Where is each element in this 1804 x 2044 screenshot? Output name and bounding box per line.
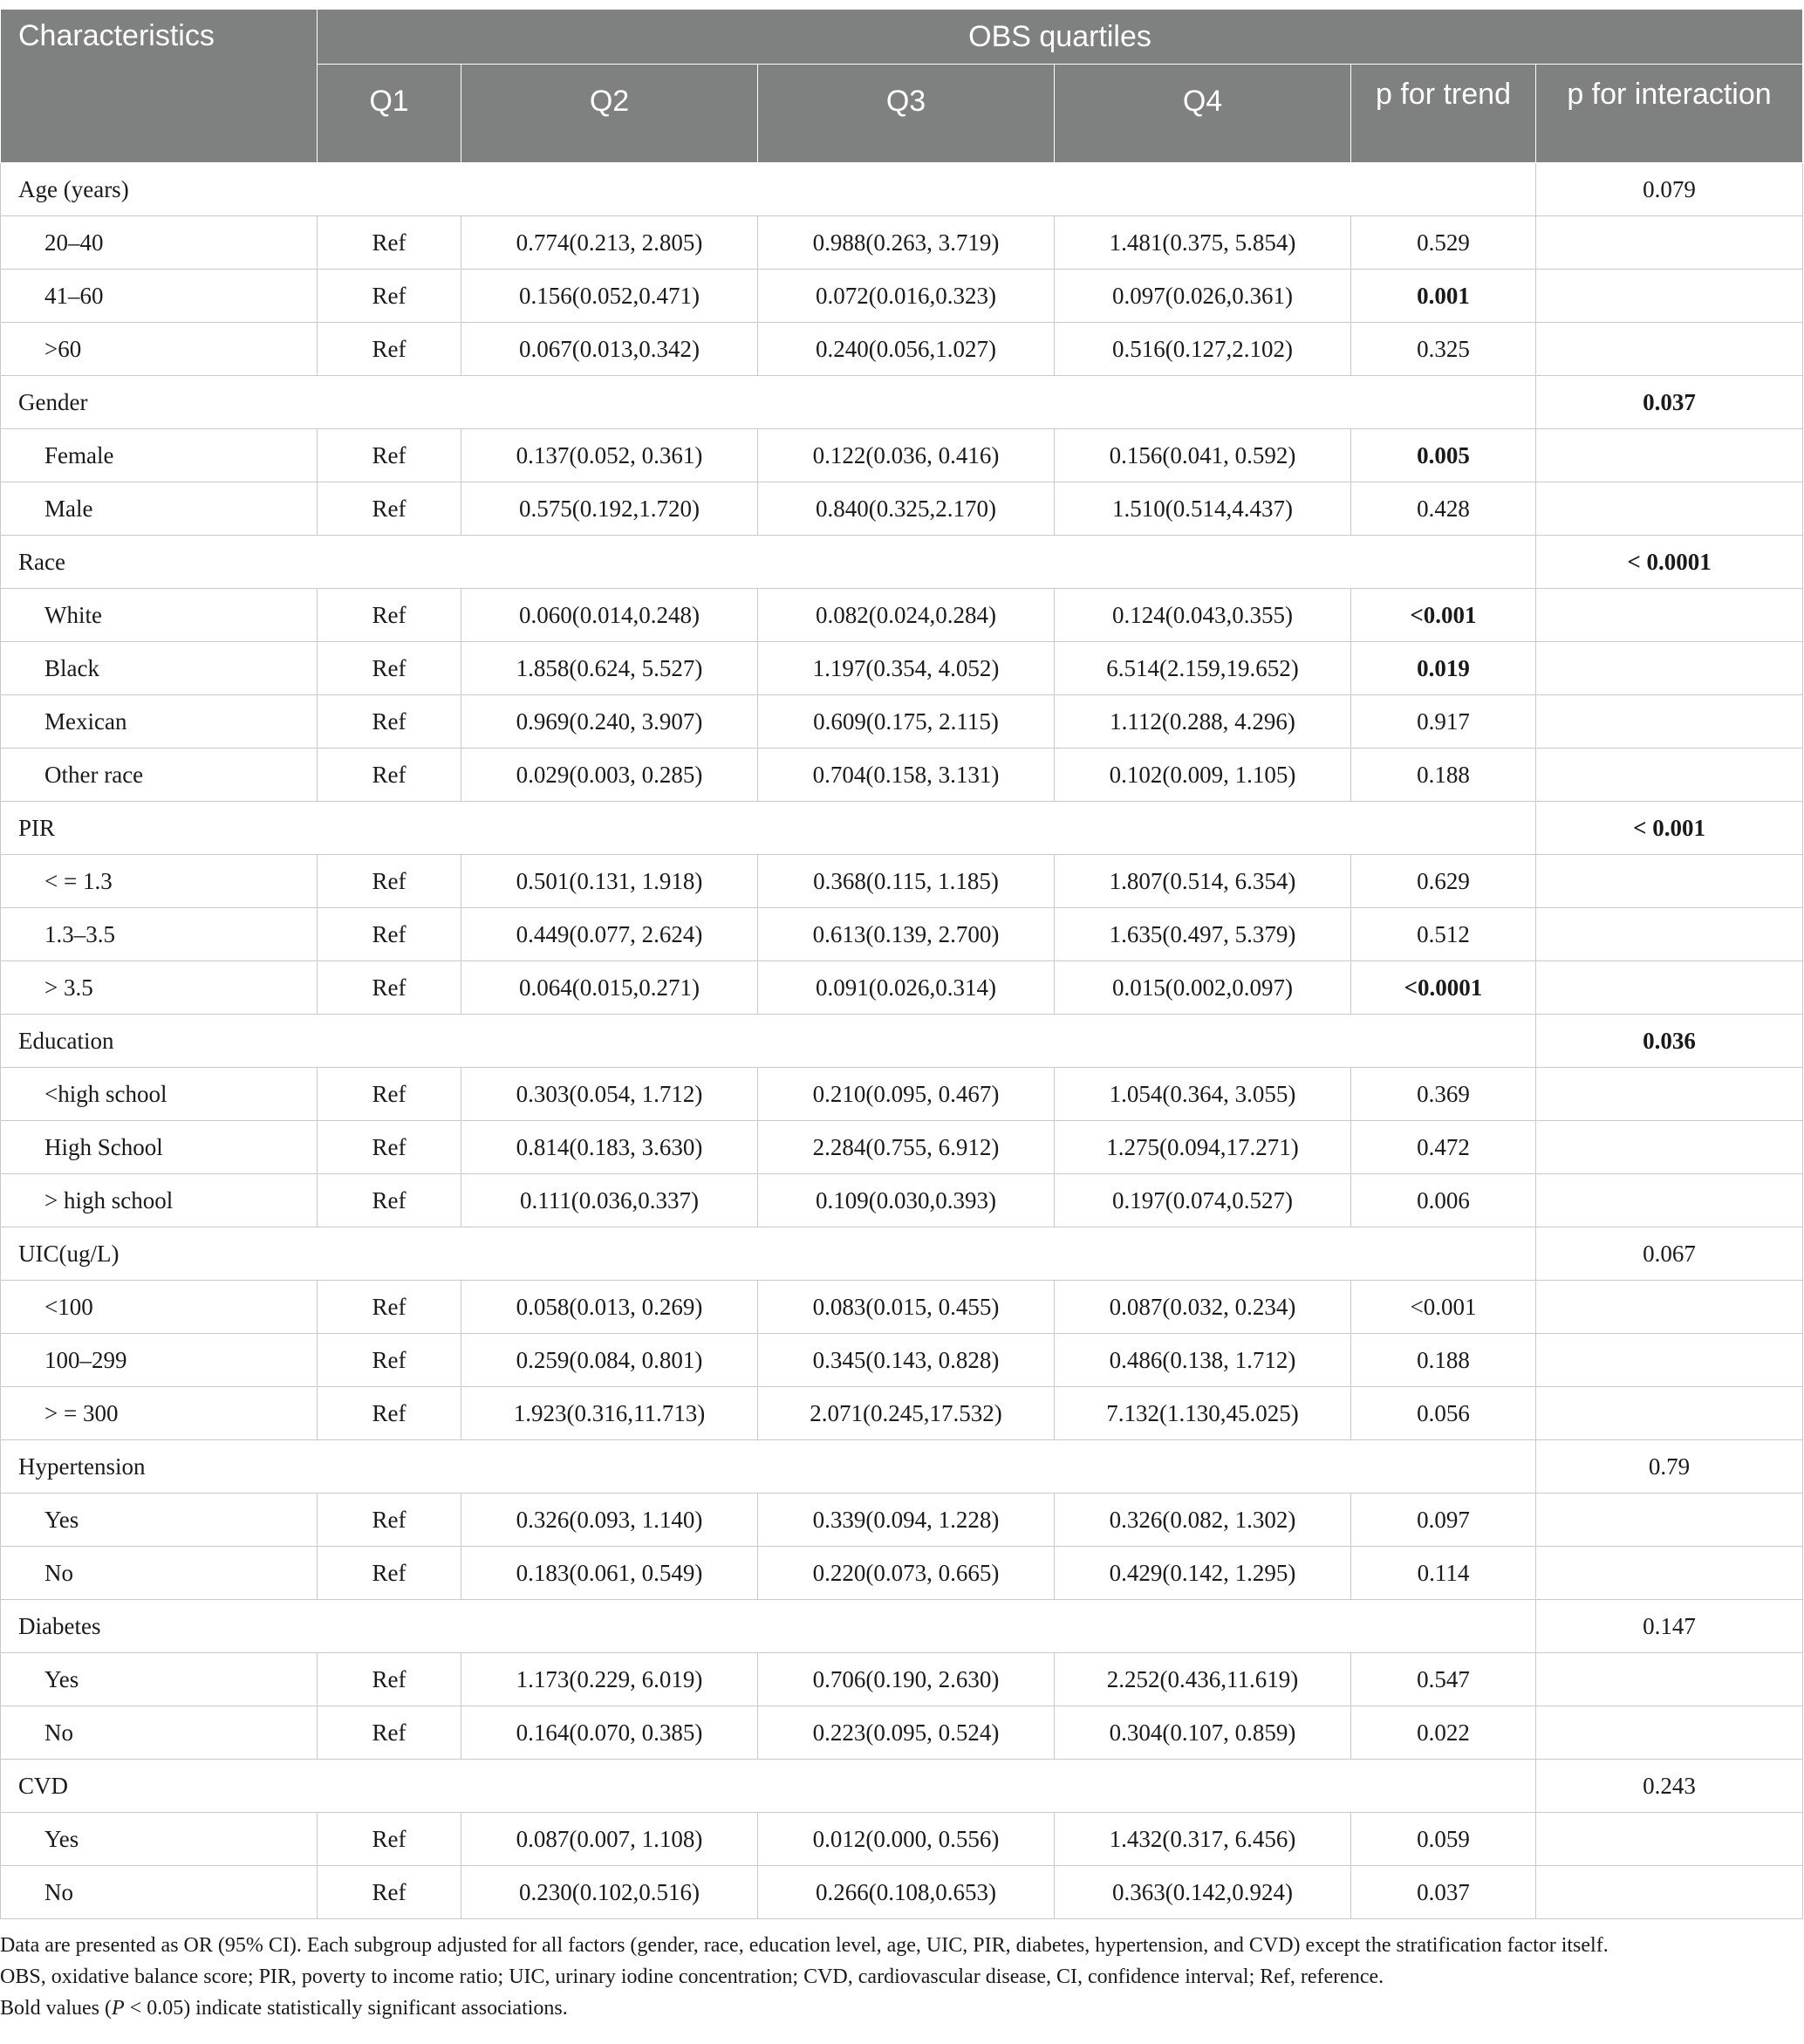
- q4-value: 0.097(0.026,0.361): [1055, 270, 1351, 323]
- table-header: [1, 10, 1803, 163]
- subgroup-label: >60: [1, 323, 318, 376]
- q3-value: 0.613(0.139, 2.700): [758, 908, 1055, 961]
- q3-value: 0.706(0.190, 2.630): [758, 1653, 1055, 1706]
- table-row: [1, 908, 1803, 961]
- p-interaction-value: 0.067: [1536, 1227, 1803, 1281]
- p-interaction-empty: [1536, 695, 1803, 749]
- q3-value: 0.082(0.024,0.284): [758, 589, 1055, 642]
- q3-value: 1.197(0.354, 4.052): [758, 642, 1055, 695]
- q2-value: 1.173(0.229, 6.019): [461, 1653, 758, 1706]
- group-row: [1, 1015, 1803, 1068]
- q1-value: Ref: [318, 908, 461, 961]
- q4-value: 1.054(0.364, 3.055): [1055, 1068, 1351, 1121]
- p-trend-value: 0.428: [1351, 482, 1536, 536]
- subgroup-label: 20–40: [1, 216, 318, 270]
- p-trend-value: 0.472: [1351, 1121, 1536, 1174]
- q1-value: Ref: [318, 1068, 461, 1121]
- p-trend-value: <0.001: [1351, 589, 1536, 642]
- table-container: [0, 9, 1804, 2024]
- p-trend-value: 0.188: [1351, 1334, 1536, 1387]
- q4-value: 1.275(0.094,17.271): [1055, 1121, 1351, 1174]
- p-interaction-empty: [1536, 323, 1803, 376]
- q1-value: Ref: [318, 1706, 461, 1760]
- header-q2: Q2: [461, 65, 758, 163]
- group-row: [1, 376, 1803, 429]
- q3-value: 0.223(0.095, 0.524): [758, 1706, 1055, 1760]
- header-p-trend: p for trend: [1351, 65, 1536, 163]
- q2-value: 0.060(0.014,0.248): [461, 589, 758, 642]
- subgroup-label: No: [1, 1866, 318, 1919]
- q3-value: 0.072(0.016,0.323): [758, 270, 1055, 323]
- table-row: [1, 1813, 1803, 1866]
- q1-value: Ref: [318, 1494, 461, 1547]
- subgroup-label: > 3.5: [1, 961, 318, 1015]
- p-trend-value: <0.0001: [1351, 961, 1536, 1015]
- p-interaction-empty: [1536, 1866, 1803, 1919]
- table-row: [1, 429, 1803, 482]
- p-trend-value: 0.019: [1351, 642, 1536, 695]
- subgroup-label: 41–60: [1, 270, 318, 323]
- p-interaction-value: 0.037: [1536, 376, 1803, 429]
- group-label: Diabetes: [1, 1600, 1536, 1653]
- group-label: Gender: [1, 376, 1536, 429]
- q4-value: 0.363(0.142,0.924): [1055, 1866, 1351, 1919]
- table-body: [1, 163, 1803, 1919]
- table-row: [1, 695, 1803, 749]
- q1-value: Ref: [318, 1281, 461, 1334]
- q2-value: 0.156(0.052,0.471): [461, 270, 758, 323]
- subgroup-label: Black: [1, 642, 318, 695]
- q1-value: Ref: [318, 482, 461, 536]
- q1-value: Ref: [318, 1121, 461, 1174]
- q3-value: 0.840(0.325,2.170): [758, 482, 1055, 536]
- q3-value: 2.284(0.755, 6.912): [758, 1121, 1055, 1174]
- subgroup-label: High School: [1, 1121, 318, 1174]
- p-interaction-empty: [1536, 482, 1803, 536]
- q2-value: 0.501(0.131, 1.918): [461, 855, 758, 908]
- p-trend-value: 0.917: [1351, 695, 1536, 749]
- q3-value: 0.083(0.015, 0.455): [758, 1281, 1055, 1334]
- p-trend-value: 0.059: [1351, 1813, 1536, 1866]
- q2-value: 0.969(0.240, 3.907): [461, 695, 758, 749]
- subgroup-label: Yes: [1, 1494, 318, 1547]
- p-interaction-empty: [1536, 429, 1803, 482]
- q2-value: 0.087(0.007, 1.108): [461, 1813, 758, 1866]
- subgroup-table: [0, 9, 1803, 1919]
- q4-value: 0.304(0.107, 0.859): [1055, 1706, 1351, 1760]
- q4-value: 2.252(0.436,11.619): [1055, 1653, 1351, 1706]
- q1-value: Ref: [318, 961, 461, 1015]
- q1-value: Ref: [318, 270, 461, 323]
- table-row: [1, 323, 1803, 376]
- q4-value: 7.132(1.130,45.025): [1055, 1387, 1351, 1440]
- group-row: [1, 163, 1803, 216]
- group-row: [1, 1440, 1803, 1494]
- subgroup-label: > = 300: [1, 1387, 318, 1440]
- group-label: Hypertension: [1, 1440, 1536, 1494]
- group-label: PIR: [1, 802, 1536, 855]
- table-row: [1, 1706, 1803, 1760]
- q1-value: Ref: [318, 749, 461, 802]
- table-row: [1, 1174, 1803, 1227]
- table-row: [1, 1547, 1803, 1600]
- q3-value: 0.109(0.030,0.393): [758, 1174, 1055, 1227]
- header-characteristics: Characteristics: [1, 10, 318, 163]
- group-row: [1, 536, 1803, 589]
- p-interaction-empty: [1536, 1547, 1803, 1600]
- p-interaction-empty: [1536, 216, 1803, 270]
- table-row: [1, 270, 1803, 323]
- table-row: [1, 589, 1803, 642]
- q2-value: 0.326(0.093, 1.140): [461, 1494, 758, 1547]
- q1-value: Ref: [318, 1387, 461, 1440]
- q4-value: 1.112(0.288, 4.296): [1055, 695, 1351, 749]
- subgroup-label: Male: [1, 482, 318, 536]
- p-trend-value: 0.056: [1351, 1387, 1536, 1440]
- subgroup-label: 100–299: [1, 1334, 318, 1387]
- p-interaction-value: 0.079: [1536, 163, 1803, 216]
- p-trend-value: 0.188: [1351, 749, 1536, 802]
- p-interaction-empty: [1536, 1334, 1803, 1387]
- q4-value: 0.015(0.002,0.097): [1055, 961, 1351, 1015]
- q4-value: 6.514(2.159,19.652): [1055, 642, 1351, 695]
- q2-value: 0.164(0.070, 0.385): [461, 1706, 758, 1760]
- group-row: [1, 802, 1803, 855]
- q1-value: Ref: [318, 323, 461, 376]
- p-trend-value: 0.114: [1351, 1547, 1536, 1600]
- p-trend-value: 0.369: [1351, 1068, 1536, 1121]
- q1-value: Ref: [318, 1653, 461, 1706]
- p-trend-value: 0.097: [1351, 1494, 1536, 1547]
- q1-value: Ref: [318, 1334, 461, 1387]
- subgroup-label: Yes: [1, 1653, 318, 1706]
- footnote-line-1: Data are presented as OR (95% CI). Each subgroup adjusted for all factors (gender, race, education level, age, UIC, PIR, diabetes, hypertension, and CVD) except the stratification factor itself.: [0, 1934, 1609, 1957]
- table-footnote: [0, 1930, 1804, 2024]
- header-p-interaction: p for interaction: [1536, 65, 1803, 163]
- p-interaction-empty: [1536, 1813, 1803, 1866]
- footnote-line-3: Bold values (P < 0.05) indicate statistically significant associations.: [0, 1997, 568, 2020]
- header-q1: Q1: [318, 65, 461, 163]
- q1-value: Ref: [318, 589, 461, 642]
- q4-value: 1.635(0.497, 5.379): [1055, 908, 1351, 961]
- table-row: [1, 1281, 1803, 1334]
- subgroup-label: < = 1.3: [1, 855, 318, 908]
- q2-value: 0.303(0.054, 1.712): [461, 1068, 758, 1121]
- table-row: [1, 855, 1803, 908]
- q1-value: Ref: [318, 642, 461, 695]
- q4-value: 0.124(0.043,0.355): [1055, 589, 1351, 642]
- q3-value: 0.210(0.095, 0.467): [758, 1068, 1055, 1121]
- q1-value: Ref: [318, 216, 461, 270]
- p-interaction-empty: [1536, 749, 1803, 802]
- group-label: Race: [1, 536, 1536, 589]
- p-interaction-empty: [1536, 642, 1803, 695]
- p-interaction-empty: [1536, 1281, 1803, 1334]
- header-obs-quartiles: OBS quartiles: [318, 10, 1803, 65]
- q4-value: 1.807(0.514, 6.354): [1055, 855, 1351, 908]
- subgroup-label: Yes: [1, 1813, 318, 1866]
- subgroup-label: White: [1, 589, 318, 642]
- subgroup-label: 1.3–3.5: [1, 908, 318, 961]
- subgroup-label: <high school: [1, 1068, 318, 1121]
- q2-value: 0.111(0.036,0.337): [461, 1174, 758, 1227]
- q3-value: 0.988(0.263, 3.719): [758, 216, 1055, 270]
- q3-value: 2.071(0.245,17.532): [758, 1387, 1055, 1440]
- q4-value: 0.197(0.074,0.527): [1055, 1174, 1351, 1227]
- table-row: [1, 1866, 1803, 1919]
- q2-value: 0.064(0.015,0.271): [461, 961, 758, 1015]
- group-label: CVD: [1, 1760, 1536, 1813]
- q3-value: 0.339(0.094, 1.228): [758, 1494, 1055, 1547]
- q4-value: 1.481(0.375, 5.854): [1055, 216, 1351, 270]
- p-trend-value: 0.325: [1351, 323, 1536, 376]
- group-label: Age (years): [1, 163, 1536, 216]
- table-row: [1, 1387, 1803, 1440]
- q2-value: 0.029(0.003, 0.285): [461, 749, 758, 802]
- q3-value: 0.240(0.056,1.027): [758, 323, 1055, 376]
- p-trend-value: 0.001: [1351, 270, 1536, 323]
- q4-value: 0.156(0.041, 0.592): [1055, 429, 1351, 482]
- p-interaction-empty: [1536, 270, 1803, 323]
- group-label: Education: [1, 1015, 1536, 1068]
- subgroup-label: Female: [1, 429, 318, 482]
- q2-value: 0.774(0.213, 2.805): [461, 216, 758, 270]
- subgroup-label: <100: [1, 1281, 318, 1334]
- q2-value: 0.067(0.013,0.342): [461, 323, 758, 376]
- q2-value: 1.923(0.316,11.713): [461, 1387, 758, 1440]
- q3-value: 0.704(0.158, 3.131): [758, 749, 1055, 802]
- subgroup-label: No: [1, 1547, 318, 1600]
- q2-value: 0.575(0.192,1.720): [461, 482, 758, 536]
- q3-value: 0.220(0.073, 0.665): [758, 1547, 1055, 1600]
- q1-value: Ref: [318, 1866, 461, 1919]
- p-interaction-value: 0.036: [1536, 1015, 1803, 1068]
- q4-value: 0.486(0.138, 1.712): [1055, 1334, 1351, 1387]
- q4-value: 0.516(0.127,2.102): [1055, 323, 1351, 376]
- table-row: [1, 749, 1803, 802]
- p-interaction-empty: [1536, 855, 1803, 908]
- p-trend-value: 0.512: [1351, 908, 1536, 961]
- p-interaction-empty: [1536, 1706, 1803, 1760]
- group-label: UIC(ug/L): [1, 1227, 1536, 1281]
- q2-value: 0.230(0.102,0.516): [461, 1866, 758, 1919]
- subgroup-label: > high school: [1, 1174, 318, 1227]
- q3-value: 0.345(0.143, 0.828): [758, 1334, 1055, 1387]
- header-q3: Q3: [758, 65, 1055, 163]
- p-interaction-empty: [1536, 1068, 1803, 1121]
- table-row: [1, 1653, 1803, 1706]
- q4-value: 1.510(0.514,4.437): [1055, 482, 1351, 536]
- q3-value: 0.091(0.026,0.314): [758, 961, 1055, 1015]
- q1-value: Ref: [318, 855, 461, 908]
- q1-value: Ref: [318, 1813, 461, 1866]
- q1-value: Ref: [318, 695, 461, 749]
- p-interaction-value: 0.147: [1536, 1600, 1803, 1653]
- q4-value: 0.102(0.009, 1.105): [1055, 749, 1351, 802]
- q1-value: Ref: [318, 1547, 461, 1600]
- p-interaction-empty: [1536, 961, 1803, 1015]
- q4-value: 0.429(0.142, 1.295): [1055, 1547, 1351, 1600]
- q3-value: 0.122(0.036, 0.416): [758, 429, 1055, 482]
- p-interaction-empty: [1536, 1653, 1803, 1706]
- q3-value: 0.266(0.108,0.653): [758, 1866, 1055, 1919]
- p-interaction-empty: [1536, 1494, 1803, 1547]
- q3-value: 0.368(0.115, 1.185): [758, 855, 1055, 908]
- p-interaction-empty: [1536, 1174, 1803, 1227]
- group-row: [1, 1600, 1803, 1653]
- p-interaction-empty: [1536, 1121, 1803, 1174]
- table-row: [1, 1068, 1803, 1121]
- table-row: [1, 216, 1803, 270]
- table-row: [1, 1121, 1803, 1174]
- p-interaction-empty: [1536, 589, 1803, 642]
- q3-value: 0.012(0.000, 0.556): [758, 1813, 1055, 1866]
- p-trend-value: 0.529: [1351, 216, 1536, 270]
- q2-value: 1.858(0.624, 5.527): [461, 642, 758, 695]
- q4-value: 1.432(0.317, 6.456): [1055, 1813, 1351, 1866]
- p-interaction-value: < 0.001: [1536, 802, 1803, 855]
- p-trend-value: 0.022: [1351, 1706, 1536, 1760]
- footnote-line-2: OBS, oxidative balance score; PIR, poverty to income ratio; UIC, urinary iodine concentration; CVD, cardiovascular disease, CI, confidence interval; Ref, reference.: [0, 1965, 1384, 1988]
- table-row: [1, 1334, 1803, 1387]
- p-interaction-value: < 0.0001: [1536, 536, 1803, 589]
- p-interaction-empty: [1536, 1387, 1803, 1440]
- p-interaction-empty: [1536, 908, 1803, 961]
- p-trend-value: 0.629: [1351, 855, 1536, 908]
- p-trend-value: <0.001: [1351, 1281, 1536, 1334]
- subgroup-label: No: [1, 1706, 318, 1760]
- header-q4: Q4: [1055, 65, 1351, 163]
- p-trend-value: 0.547: [1351, 1653, 1536, 1706]
- table-row: [1, 1494, 1803, 1547]
- q2-value: 0.137(0.052, 0.361): [461, 429, 758, 482]
- group-row: [1, 1760, 1803, 1813]
- q2-value: 0.058(0.013, 0.269): [461, 1281, 758, 1334]
- subgroup-label: Mexican: [1, 695, 318, 749]
- q1-value: Ref: [318, 1174, 461, 1227]
- q4-value: 0.326(0.082, 1.302): [1055, 1494, 1351, 1547]
- p-interaction-value: 0.79: [1536, 1440, 1803, 1494]
- q2-value: 0.183(0.061, 0.549): [461, 1547, 758, 1600]
- q4-value: 0.087(0.032, 0.234): [1055, 1281, 1351, 1334]
- q3-value: 0.609(0.175, 2.115): [758, 695, 1055, 749]
- table-row: [1, 482, 1803, 536]
- q2-value: 0.449(0.077, 2.624): [461, 908, 758, 961]
- group-row: [1, 1227, 1803, 1281]
- p-interaction-value: 0.243: [1536, 1760, 1803, 1813]
- table-row: [1, 642, 1803, 695]
- q2-value: 0.814(0.183, 3.630): [461, 1121, 758, 1174]
- p-trend-value: 0.037: [1351, 1866, 1536, 1919]
- p-trend-value: 0.006: [1351, 1174, 1536, 1227]
- q1-value: Ref: [318, 429, 461, 482]
- q2-value: 0.259(0.084, 0.801): [461, 1334, 758, 1387]
- p-trend-value: 0.005: [1351, 429, 1536, 482]
- table-row: [1, 961, 1803, 1015]
- subgroup-label: Other race: [1, 749, 318, 802]
